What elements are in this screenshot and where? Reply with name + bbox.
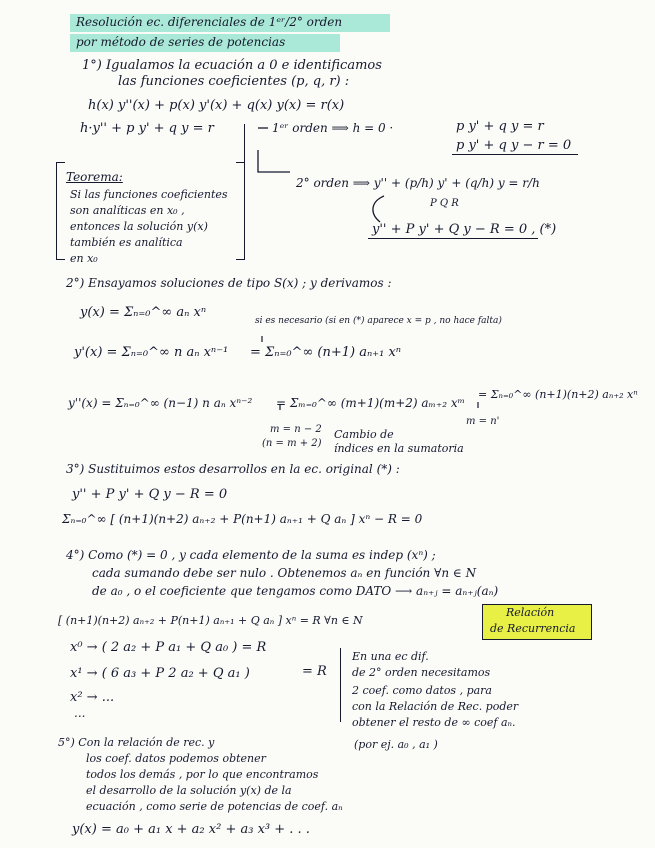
recurrence-badge-2: de Recurrencia bbox=[490, 622, 576, 635]
recurrence-eq: [ (n+1)(n+2) aₙ₊₂ + P(n+1) aₙ₊₁ + Q aₙ ] xⁿ = R ∀n ∈ N bbox=[58, 614, 363, 627]
coef-x0: x⁰ → ( 2 a₂ + P a₁ + Q a₀ ) = R bbox=[70, 640, 267, 655]
theorem-line-3: entonces la solución y(x) bbox=[70, 220, 208, 233]
second-order-eq: 2° orden ⟹ y'' + (p/h) y' + (q/h) y = r/h bbox=[296, 176, 540, 190]
step1-eq1: h(x) y''(x) + p(x) y'(x) + q(x) y(x) = r(x) bbox=[88, 98, 345, 113]
recurrence-badge-1: Relación bbox=[506, 606, 555, 619]
step2-y2b: = Σₘ₌₀^∞ (m+1)(m+2) aₘ₊₂ xᵐ bbox=[276, 396, 465, 410]
first-order-eq2: p y' + q y − r = 0 bbox=[456, 138, 572, 153]
step1-eq2: h·y'' + p y' + q y = r bbox=[80, 121, 214, 136]
note-line-2: de 2° orden necesitamos bbox=[352, 666, 491, 679]
step5-line-3: todos los demás , por lo que encontramos bbox=[86, 768, 319, 781]
step4-line-2: cada sumando debe ser nulo . Obtenemos aₙ en función ∀n ∈ N bbox=[92, 566, 477, 580]
second-order-sub: P Q R bbox=[430, 198, 459, 209]
page-title: Resolución ec. diferenciales de 1ᵉʳ/2° orden bbox=[76, 15, 343, 29]
coef-x2: x² → ... bbox=[70, 690, 115, 705]
change-label-2: índices en la sumatoria bbox=[334, 442, 464, 455]
theorem-line-4: también es analítica bbox=[70, 236, 183, 249]
first-order-label: 1ᵉʳ orden ⟹ h = 0 · bbox=[272, 121, 394, 135]
note-line-4: con la Relación de Rec. poder bbox=[352, 700, 519, 713]
step2-heading: 2°) Ensayamos soluciones de tipo S(x) ; y derivamos : bbox=[66, 276, 392, 290]
step5-final: y(x) = a₀ + a₁ x + a₂ x² + a₃ x³ + . . . bbox=[72, 822, 310, 837]
step3-eq: y'' + P y' + Q y − R = 0 bbox=[72, 487, 228, 502]
change-label: Cambio de bbox=[334, 428, 394, 441]
note-line-5: obtener el resto de ∞ coef aₙ. bbox=[352, 716, 516, 729]
coef-equals-r: = R bbox=[302, 664, 327, 679]
step2-y2: y''(x) = Σₙ₌₀^∞ (n−1) n aₙ xⁿ⁻² bbox=[68, 396, 253, 410]
step1-heading: 1°) Igualamos la ecuación a 0 e identificamos bbox=[82, 58, 382, 73]
step5-line-2: los coef. datos podemos obtener bbox=[86, 752, 266, 765]
step4-line-3: de a₀ , o el coeficiente que tengamos como DATO ⟶ aₙ₊ⱼ = aₙ₊ⱼ(aₙ) bbox=[92, 584, 499, 598]
theorem-line-1: Si las funciones coeficientes bbox=[70, 188, 228, 201]
second-order-result: y'' + P y' + Q y − R = 0 , (*) bbox=[372, 222, 557, 237]
note-line-3: 2 coef. como datos , para bbox=[352, 684, 492, 697]
step2-note: si es necesario (si en (*) aparece x = p , no hace falta) bbox=[255, 316, 502, 326]
step5-line-1: 5°) Con la relación de rec. y bbox=[58, 736, 215, 749]
step3-sum: Σₙ₌₀^∞ [ (n+1)(n+2) aₙ₊₂ + P(n+1) aₙ₊₁ + Q aₙ ] xⁿ − R = 0 bbox=[62, 512, 423, 526]
theorem-line-5: en x₀ bbox=[70, 252, 98, 265]
step1-heading-2: las funciones coeficientes (p, q, r) : bbox=[118, 74, 350, 89]
note-line-1: En una ec dif. bbox=[352, 650, 429, 663]
first-order-eq: p y' + q y = r bbox=[456, 119, 544, 134]
index-m: m = n − 2 bbox=[270, 424, 322, 435]
step4-line-1: 4°) Como (*) = 0 , y cada elemento de la suma es indep (xⁿ) ; bbox=[66, 548, 436, 562]
step2-y: y(x) = Σₙ₌₀^∞ aₙ xⁿ bbox=[80, 305, 207, 320]
coef-dots: ... bbox=[74, 706, 86, 720]
step3-heading: 3°) Sustituimos estos desarrollos en la ec. original (*) : bbox=[66, 462, 400, 476]
theorem-title: Teorema: bbox=[66, 170, 123, 184]
step2-y1b: = Σₙ₌₀^∞ (n+1) aₙ₊₁ xⁿ bbox=[250, 345, 402, 360]
step5-line-5: ecuación , como serie de potencias de coef. aₙ bbox=[86, 800, 343, 813]
page-subtitle: por método de series de potencias bbox=[76, 35, 286, 49]
index-mn: m = n' bbox=[466, 416, 500, 427]
step5-line-1b: (por ej. a₀ , a₁ ) bbox=[354, 738, 438, 751]
theorem-line-2: son analíticas en x₀ , bbox=[70, 204, 185, 217]
step2-y2c: = Σₙ₌₀^∞ (n+1)(n+2) aₙ₊₂ xⁿ bbox=[478, 388, 638, 401]
index-n: (n = m + 2) bbox=[262, 438, 322, 449]
step5-line-4: el desarrollo de la solución y(x) de la bbox=[86, 784, 292, 797]
step2-y1: y'(x) = Σₙ₌₀^∞ n aₙ xⁿ⁻¹ bbox=[74, 345, 229, 360]
coef-x1: x¹ → ( 6 a₃ + P 2 a₂ + Q a₁ ) bbox=[70, 666, 250, 681]
